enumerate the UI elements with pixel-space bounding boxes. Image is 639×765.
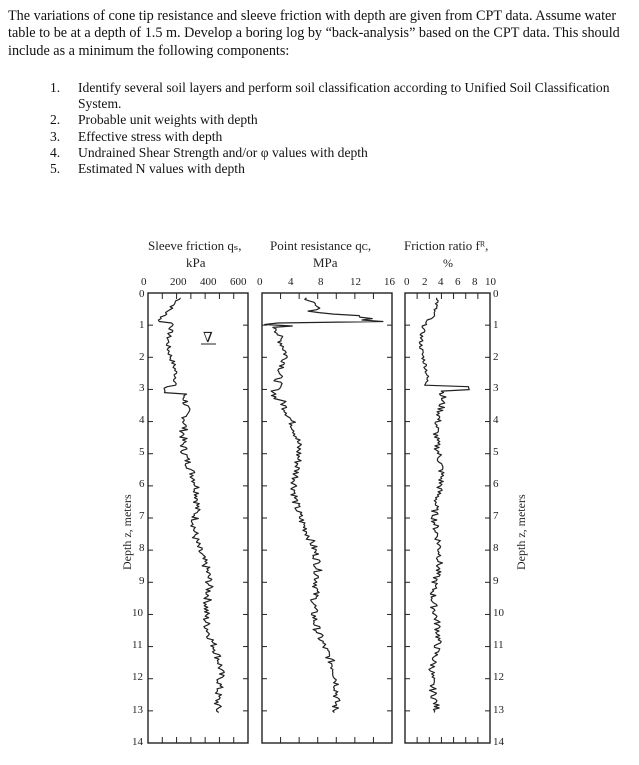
depth-tick-label: 10: [493, 607, 504, 619]
x-tick-label: 8: [472, 276, 478, 288]
x-tick-label: 12: [350, 276, 361, 288]
x-tick-label: 6: [455, 276, 461, 288]
list-text: Identify several soil layers and perform soil classification according to Unified Soil Classification System.: [78, 80, 610, 112]
list-number: 2.: [50, 112, 61, 128]
depth-tick-label: 1: [139, 319, 145, 331]
point-resistance-unit: MPa: [313, 255, 338, 270]
right-depth-labels: [493, 288, 505, 748]
depth-tick-label: 0: [139, 288, 145, 300]
sleeve-friction-title: Sleeve friction qₛ,: [148, 238, 242, 253]
sleeve-friction-trace: [158, 298, 224, 713]
depth-tick-label: 3: [139, 382, 145, 394]
list-text: Estimated N values with depth: [78, 161, 245, 177]
depth-tick-label: 2: [139, 351, 145, 363]
depth-tick-label: 14: [493, 736, 504, 748]
point-resistance-title: Point resistance qᴄ,: [270, 238, 372, 253]
depth-tick-label: 6: [139, 478, 145, 490]
x-tick-label: 8: [318, 276, 324, 288]
depth-tick-label: 6: [493, 478, 499, 490]
list-number: 5.: [50, 161, 61, 177]
depth-tick-label: 5: [493, 446, 499, 458]
x-tick-label: 2: [422, 276, 428, 288]
list-text: Undrained Shear Strength and/or φ values with depth: [78, 144, 368, 160]
depth-tick-label: 12: [132, 671, 143, 683]
depth-tick-label: 9: [139, 575, 145, 587]
depth-tick-label: 13: [493, 704, 504, 716]
depth-tick-label: 9: [493, 575, 499, 587]
depth-tick-label: 8: [493, 542, 499, 554]
x-tick-label: 16: [384, 276, 395, 288]
x-tick-label: 4: [438, 276, 444, 288]
depth-tick-label: 2: [493, 351, 499, 363]
depth-tick-label: 8: [139, 542, 145, 554]
depth-tick-label: 11: [132, 639, 143, 651]
depth-tick-label: 0: [493, 288, 499, 300]
list-number: 4.: [50, 144, 61, 160]
friction-ratio-unit: %: [443, 256, 453, 270]
sleeve-friction-unit: kPa: [186, 255, 206, 270]
point-resistance-trace: [265, 298, 383, 713]
depth-tick-label: 14: [132, 736, 143, 748]
right-axis-label: Depth z, meters: [514, 494, 528, 570]
x-tick-label: 4: [288, 276, 294, 288]
friction-ratio-frame: [405, 293, 490, 743]
depth-tick-label: 1: [493, 319, 499, 331]
list-text: Effective stress with depth: [78, 128, 223, 144]
friction-ratio-title: Friction ratio fᴿ,: [404, 238, 489, 253]
x-tick-label: 0: [404, 276, 410, 288]
depth-tick-label: 4: [493, 414, 499, 426]
x-tick-label: 600: [230, 276, 247, 288]
x-tick-label: 0: [141, 276, 147, 288]
depth-tick-label: 4: [139, 414, 145, 426]
depth-tick-label: 10: [132, 607, 143, 619]
list-number: 1.: [50, 80, 61, 95]
x-tick-label: 0: [257, 276, 263, 288]
depth-tick-label: 7: [493, 510, 499, 522]
depth-tick-label: 7: [139, 510, 145, 522]
x-tick-label: 200: [170, 276, 187, 288]
left-axis-label: Depth z, meters: [120, 494, 134, 570]
depth-tick-label: 13: [132, 704, 143, 716]
depth-tick-label: 11: [493, 639, 504, 651]
x-tick-label: 10: [485, 276, 496, 288]
tick-marks: [148, 293, 490, 743]
intro-paragraph: The variations of cone tip resistance and sleeve friction with depth are given from CPT data. Assume water table to be at a depth of 1.5 m. Develop a boring log by “back-analysis” based on the CPT data. This should include as a minimum the following components:: [8, 8, 620, 59]
list-text: Probable unit weights with depth: [78, 112, 258, 128]
depth-tick-label: 12: [493, 671, 504, 683]
depth-tick-label: 5: [139, 446, 145, 458]
depth-tick-label: 3: [493, 382, 499, 394]
water-table-symbol: ∇: [203, 331, 213, 346]
x-tick-label: 400: [200, 276, 217, 288]
list-number: 3.: [50, 128, 61, 144]
friction-ratio-trace: [419, 298, 469, 713]
